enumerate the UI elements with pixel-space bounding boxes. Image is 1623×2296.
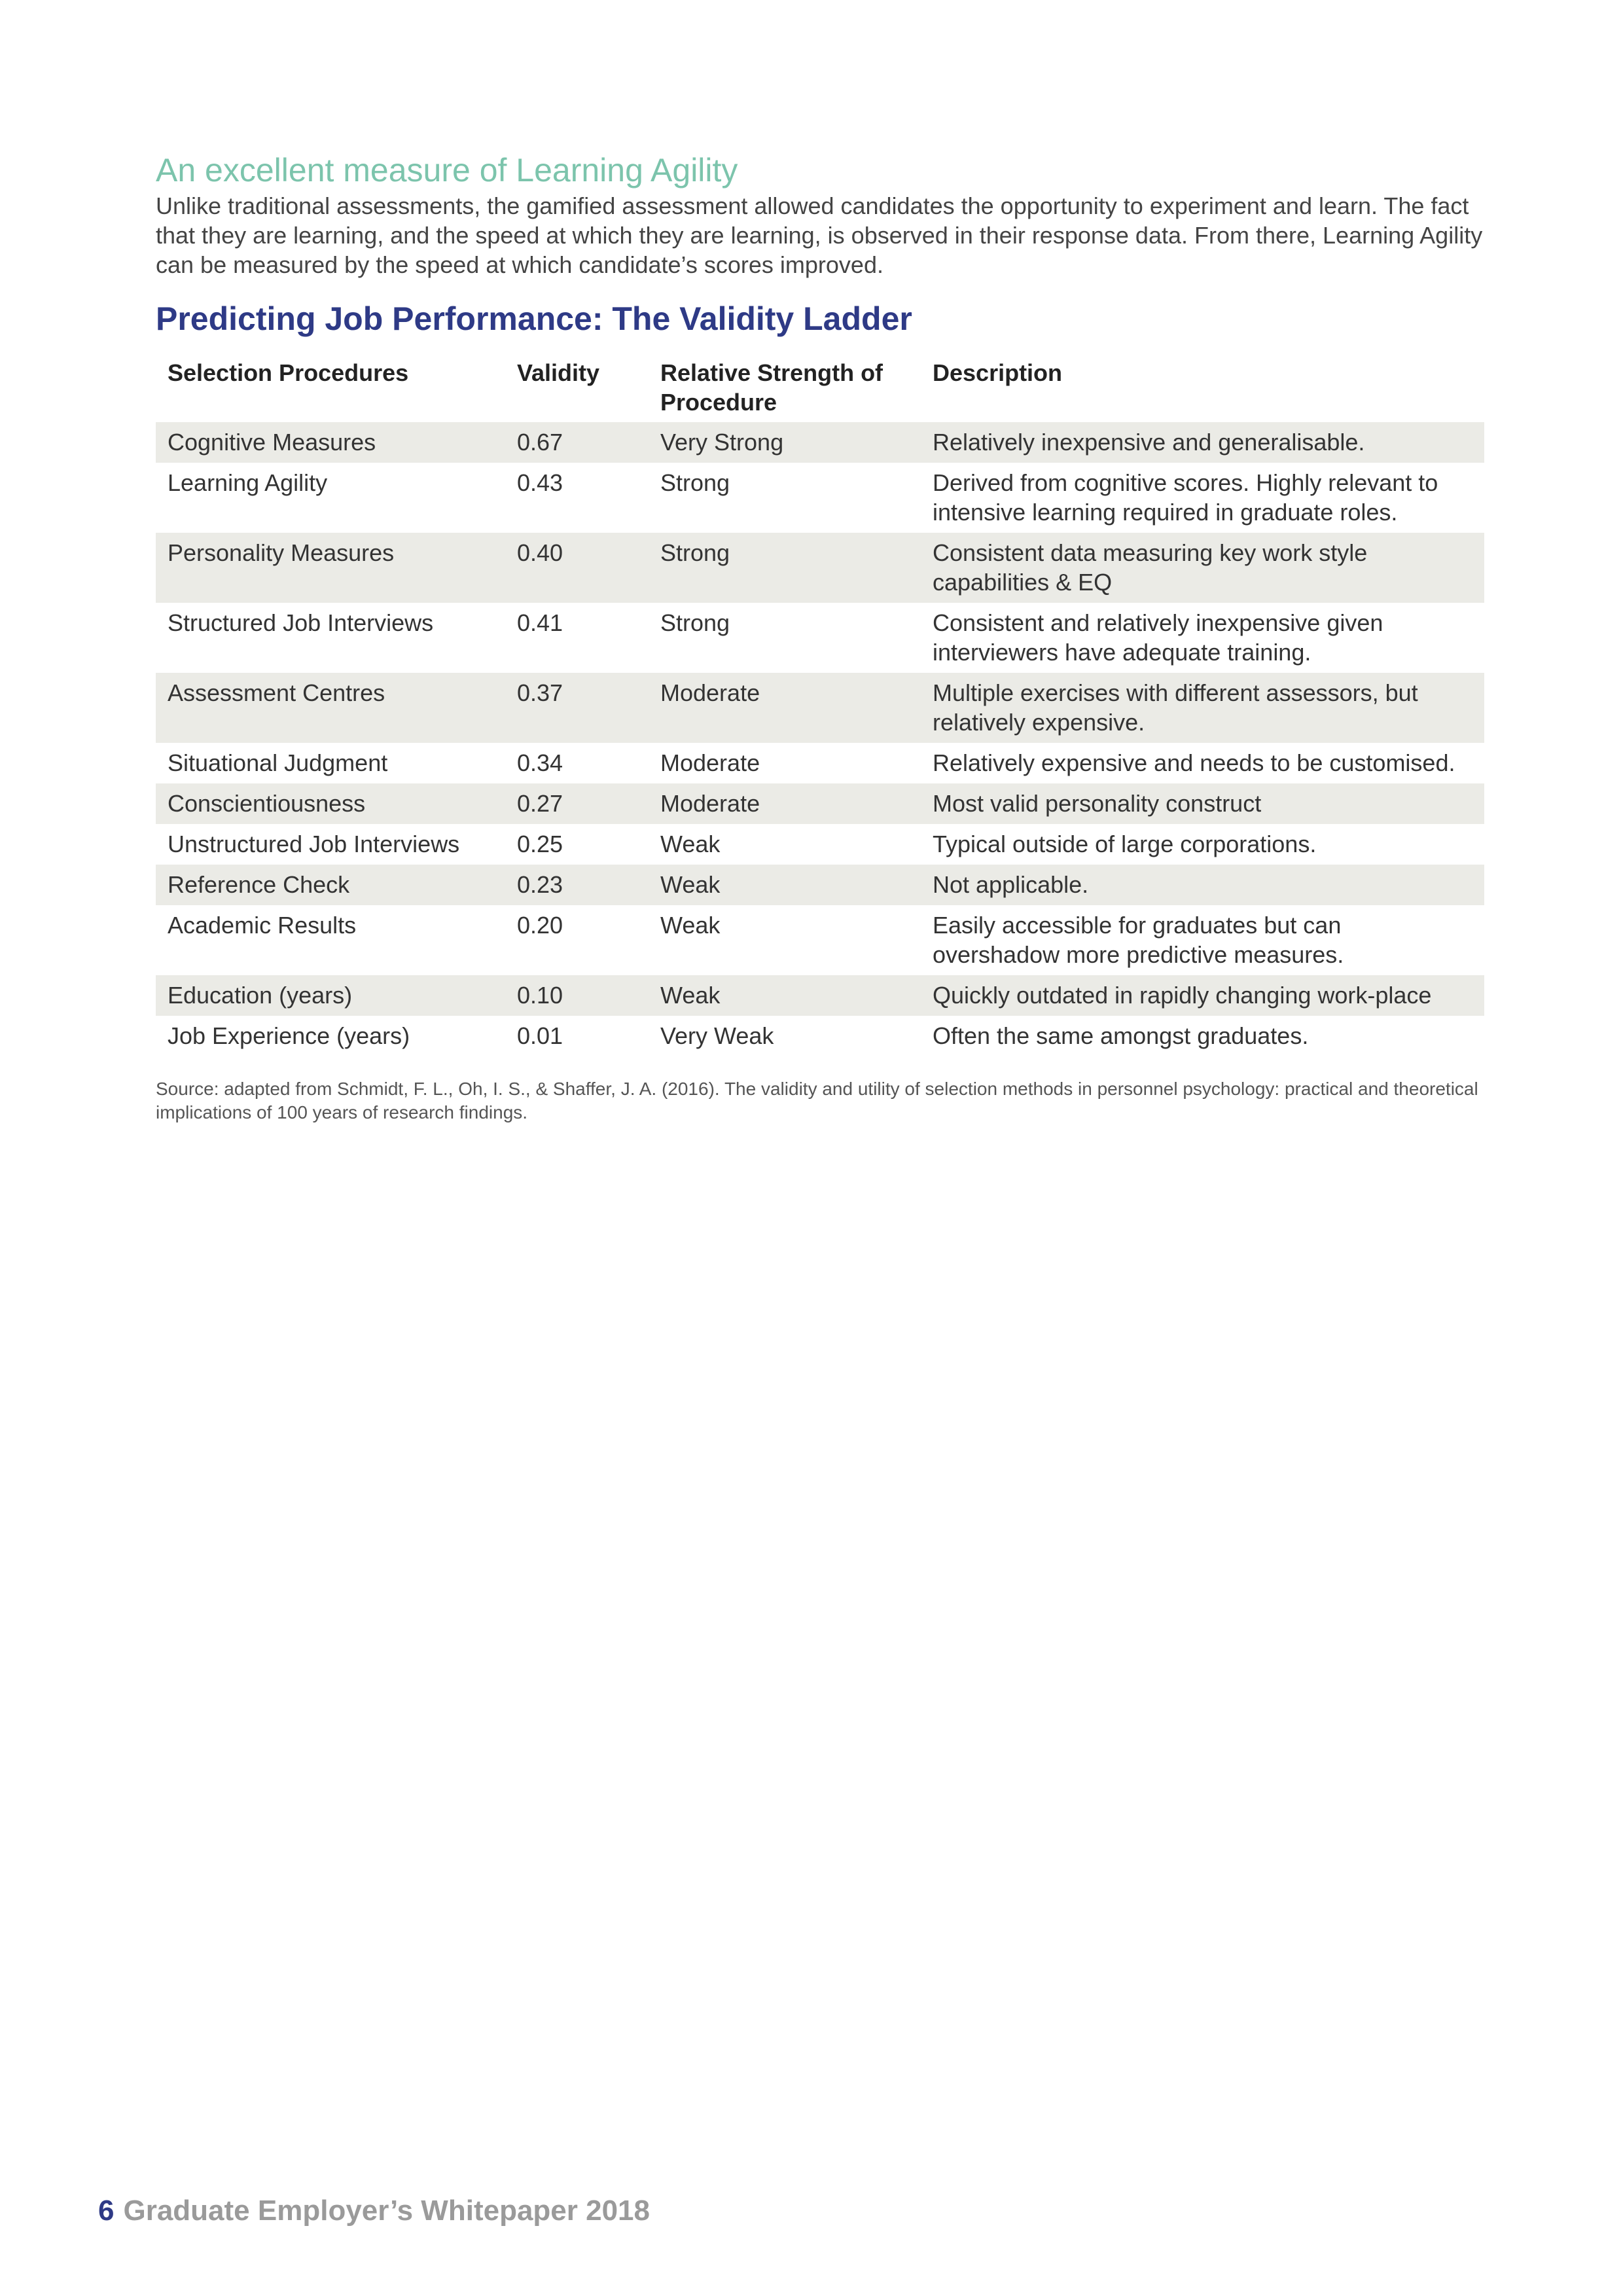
cell-validity: 0.10 — [505, 975, 649, 1016]
cell-description: Easily accessible for graduates but can overshadow more predictive measures. — [933, 912, 1344, 968]
cell-strength: Strong — [660, 469, 730, 496]
table-row — [156, 1016, 1484, 1056]
header-validity: Validity — [517, 359, 600, 386]
cell-procedure: Situational Judgment — [168, 749, 388, 776]
cell-description: Relatively expensive and needs to be customised. — [933, 749, 1455, 776]
cell-validity: 0.34 — [517, 749, 563, 776]
cell-strength: Very Strong — [649, 422, 921, 463]
cell-validity: 0.20 — [517, 912, 563, 939]
cell-strength: Moderate — [649, 783, 921, 824]
cell-procedure: Learning Agility — [168, 469, 328, 496]
header-description: Description — [933, 359, 1063, 386]
page-number: 6 — [98, 2195, 115, 2227]
cell-validity: 0.41 — [517, 609, 563, 636]
table-row — [156, 743, 1484, 783]
header-relative-strength: Relative Strength of Procedure — [660, 359, 883, 416]
table-row — [156, 905, 1484, 975]
cell-validity: 0.67 — [505, 422, 649, 463]
table-row — [156, 783, 1484, 824]
cell-validity: 0.25 — [517, 831, 563, 857]
cell-strength: Strong — [649, 533, 921, 603]
cell-strength: Weak — [660, 831, 721, 857]
table-row — [156, 865, 1484, 905]
cell-strength: Weak — [649, 975, 921, 1016]
cell-procedure: Job Experience (years) — [168, 1022, 410, 1049]
page-content — [156, 149, 1484, 1124]
cell-strength: Weak — [649, 865, 921, 905]
table-row — [156, 673, 1484, 743]
intro-paragraph: Unlike traditional assessments, the gamified assessment allowed candidates the opportunity to experiment and learn. The fact that they are learning, and the speed at which they are learning, is observed in their response data. From there, Learning Agility can be measured by the speed at which candidate’s scores improved. — [156, 192, 1483, 278]
cell-description: Consistent and relatively inexpensive given interviewers have adequate training. — [933, 609, 1383, 666]
cell-validity: 0.27 — [505, 783, 649, 824]
cell-strength: Strong — [660, 609, 730, 636]
publication-title: Graduate Employer’s Whitepaper 2018 — [123, 2195, 650, 2227]
cell-procedure: Structured Job Interviews — [168, 609, 434, 636]
cell-procedure: Education (years) — [156, 975, 505, 1016]
cell-strength: Very Weak — [660, 1022, 774, 1049]
table-title: Predicting Job Performance: The Validity Ladder — [156, 300, 912, 337]
cell-validity: 0.37 — [505, 673, 649, 743]
table-row — [156, 463, 1484, 533]
cell-description: Multiple exercises with different assessors, but relatively expensive. — [921, 673, 1484, 743]
cell-strength: Weak — [660, 912, 721, 939]
cell-procedure: Unstructured Job Interviews — [168, 831, 460, 857]
cell-validity: 0.43 — [517, 469, 563, 496]
cell-procedure: Cognitive Measures — [156, 422, 505, 463]
table-row — [156, 824, 1484, 865]
table-header-row — [156, 351, 1484, 422]
cell-description: Quickly outdated in rapidly changing work-place — [921, 975, 1484, 1016]
cell-procedure: Personality Measures — [156, 533, 505, 603]
cell-procedure: Assessment Centres — [156, 673, 505, 743]
validity-ladder-table — [156, 351, 1484, 1056]
cell-description: Typical outside of large corporations. — [933, 831, 1317, 857]
cell-description: Consistent data measuring key work style capabilities & EQ — [921, 533, 1484, 603]
table-row — [156, 975, 1484, 1016]
table-row — [156, 422, 1484, 463]
page-footer — [98, 2194, 650, 2228]
cell-procedure: Reference Check — [156, 865, 505, 905]
cell-description: Often the same amongst graduates. — [933, 1022, 1309, 1049]
cell-description: Relatively inexpensive and generalisable. — [921, 422, 1484, 463]
header-selection-procedures: Selection Procedures — [168, 359, 409, 386]
source-citation: Source: adapted from Schmidt, F. L., Oh, I. S., & Shaffer, J. A. (2016). The validity and utility of selection methods in personnel psychology: practical and theoretical implications of 100 years of research findings. — [156, 1079, 1478, 1122]
cell-strength: Moderate — [660, 749, 760, 776]
cell-validity: 0.01 — [517, 1022, 563, 1049]
table-row — [156, 533, 1484, 603]
cell-procedure: Conscientiousness — [156, 783, 505, 824]
cell-strength: Moderate — [649, 673, 921, 743]
cell-description: Most valid personality construct — [921, 783, 1484, 824]
cell-validity: 0.23 — [505, 865, 649, 905]
cell-description: Not applicable. — [921, 865, 1484, 905]
section-heading: An excellent measure of Learning Agility — [156, 152, 738, 188]
table-row — [156, 603, 1484, 673]
cell-description: Derived from cognitive scores. Highly relevant to intensive learning required in graduate roles. — [933, 469, 1438, 526]
cell-validity: 0.40 — [505, 533, 649, 603]
cell-procedure: Academic Results — [168, 912, 357, 939]
